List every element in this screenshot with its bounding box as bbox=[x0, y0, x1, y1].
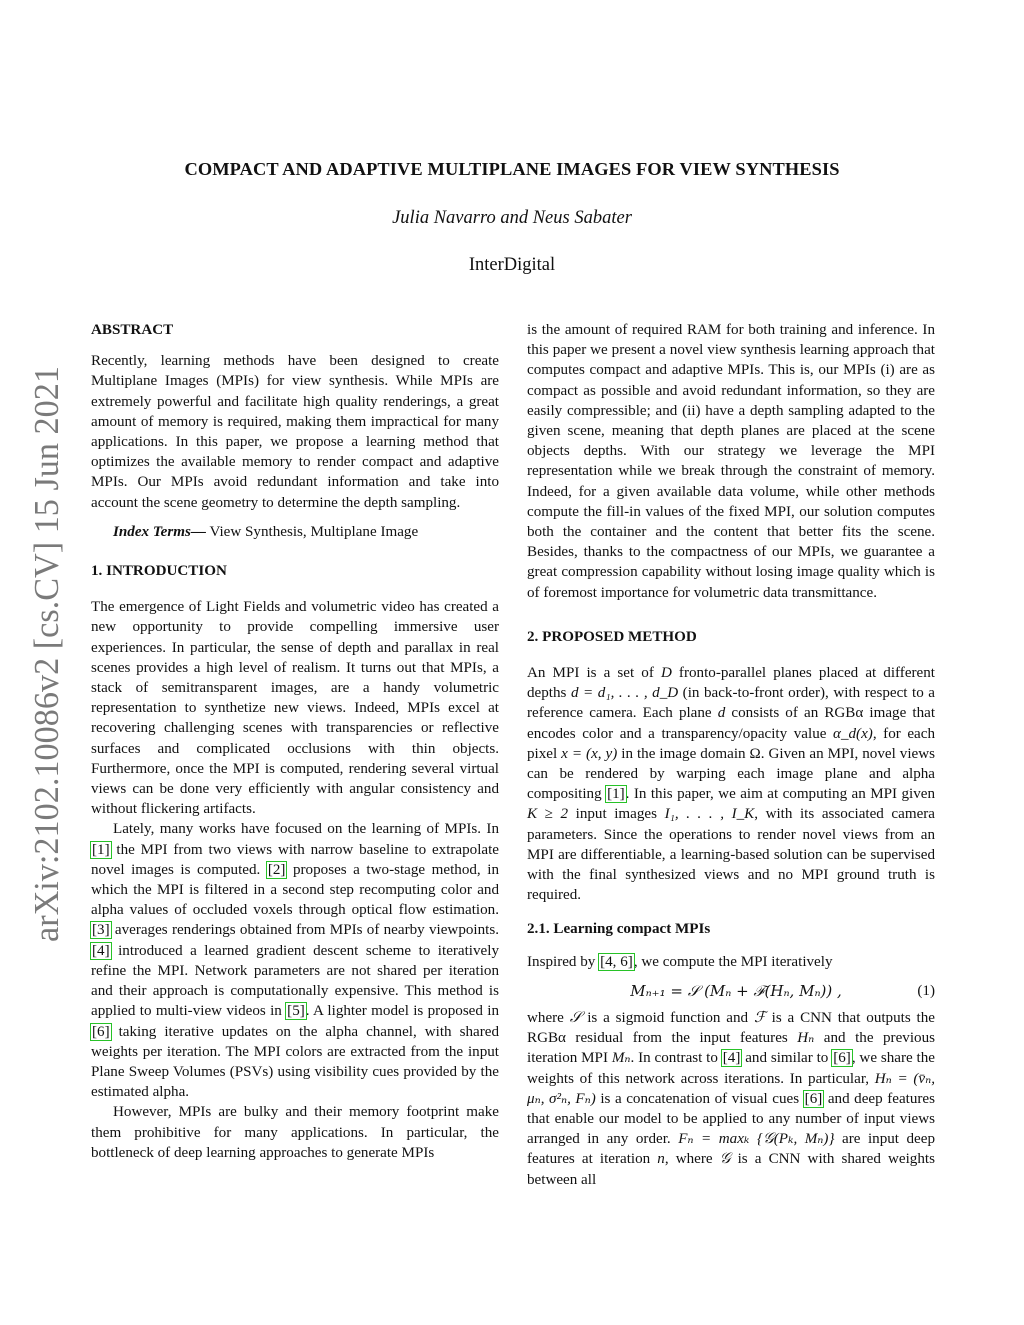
intro-heading: 1. INTRODUCTION bbox=[91, 563, 227, 580]
paper-affiliation: InterDigital bbox=[468, 255, 556, 275]
math: x = (x, y) bbox=[561, 745, 618, 762]
math: α_d(x) bbox=[833, 725, 873, 742]
paper-authors: Julia Navarro and Neus Sabater bbox=[392, 208, 632, 228]
text-run: is a CNN with shared weights between all bbox=[527, 1151, 935, 1188]
text-run: and similar to bbox=[741, 1050, 833, 1067]
math: Mₙ bbox=[611, 1050, 631, 1067]
math: ℱ bbox=[753, 1009, 766, 1026]
arxiv-sidebar bbox=[14, 364, 72, 944]
method-paragraph bbox=[527, 663, 935, 905]
text-run: . In this paper, we aim at computing an MPI given bbox=[625, 786, 936, 803]
text-run: proposes a two-stage method, in which the MPI is filtered in a second step recomputing color and alpha values of occluded voxels through optical flow estimation. bbox=[91, 861, 499, 919]
text-run: (in back-to-front order), with respect to a reference camera. Each plane bbox=[527, 685, 935, 722]
equation-number: (1) bbox=[917, 982, 935, 999]
citation-link[interactable]: [4] bbox=[92, 942, 110, 959]
method-heading: 2. PROPOSED METHOD bbox=[527, 628, 697, 645]
text-run: . In contrast to bbox=[630, 1050, 722, 1067]
equation-explanation bbox=[527, 1008, 935, 1190]
text-run: , we compute the MPI iteratively bbox=[633, 953, 833, 970]
text-run: introduced a learned gradient descent scheme to iteratively refine the MPI. Network parameters are not shared per iteration and their approach is computationally expensive. This method is applied to multi-view videos in bbox=[91, 942, 499, 1020]
citation-link[interactable]: [4] bbox=[722, 1050, 741, 1067]
text-run: is a CNN that outputs the RGBα residual from the input features bbox=[527, 1009, 935, 1047]
math: d bbox=[717, 705, 726, 722]
index-terms-label: Index Terms— bbox=[113, 523, 206, 540]
index-terms-text: View Synthesis, Multiplane Image bbox=[209, 523, 419, 540]
text-run: An MPI is a set of bbox=[527, 665, 661, 682]
citation-link[interactable]: [2] bbox=[267, 861, 286, 878]
citation-link[interactable]: [1] bbox=[92, 841, 110, 858]
intro-paragraph-3: However, MPIs are bulky and their memory footprint make them prohibitive for many applications. In particular, the bottleneck of deep learning approaches to generate MPIs bbox=[91, 1104, 499, 1161]
text-run: where bbox=[527, 1009, 570, 1026]
intro-paragraph-2 bbox=[91, 819, 499, 1102]
text-run: and the previous iteration MPI bbox=[527, 1030, 935, 1067]
text-run: . A lighter model is proposed in bbox=[305, 1003, 499, 1020]
citation-link[interactable]: [6] bbox=[833, 1050, 851, 1067]
text-run: and deep features that enable our model to be applied to any number of input views arranged in any order. bbox=[527, 1090, 935, 1148]
citation-link[interactable]: [5] bbox=[287, 1003, 305, 1020]
text-run: in the image domain Ω. Given an MPI, novel views can be rendered by warping each image plane and alpha compositing bbox=[527, 745, 935, 803]
intro-paragraph-1: The emergence of Light Fields and volumetric video has created a new opportunity to provide compelling immersive user experiences. In particular, the sense of depth and parallax in real scenes provides a high level of realism. It turns out that MPIs, a stack of semitransparent images, are a handy volumetric representation to synthetize new views. Indeed, MPIs excel at recovering challenging scenes with transparencies or reflective surfaces and complicated occlusions with thin objects. Furthermore, once the MPI is computed, rendering several virtual views can be done very efficiently with angular consistency and without flickering artifacts. bbox=[91, 599, 499, 818]
math: D bbox=[660, 665, 672, 682]
math: Hₙ = (v̄ₙ, μₙ, σ²ₙ, Fₙ) bbox=[527, 1070, 935, 1107]
text-run: are input deep features at iteration bbox=[527, 1131, 935, 1168]
math: n bbox=[657, 1151, 665, 1168]
text-run: the MPI from two views with narrow baseline to extrapolate novel images is computed. bbox=[91, 841, 499, 878]
text-run: , for each pixel bbox=[527, 725, 935, 762]
right-column bbox=[527, 320, 935, 1190]
equation-1 bbox=[527, 978, 935, 1004]
subsection-intro bbox=[527, 952, 935, 972]
text-run: Lately, many works have focused on the learning of MPIs. In bbox=[113, 821, 499, 838]
index-terms bbox=[91, 522, 499, 542]
left-column bbox=[91, 320, 499, 1163]
text-run: , with its associated camera parameters. Since the operations to render novel views from an MPI are differentiable, a learning-based solution can be supervised with the final synthesized views and no MPI ground truth is required. bbox=[527, 806, 935, 904]
math: I₁, . . . , I_K bbox=[664, 806, 755, 823]
math: Fₙ = maxₖ {𝒢(Pₖ, Mₙ)} bbox=[678, 1131, 835, 1148]
paper-title: COMPACT AND ADAPTIVE MULTIPLANE IMAGES FOR VIEW SYNTHESIS bbox=[184, 159, 840, 179]
text-run: is a concatenation of visual cues bbox=[595, 1090, 804, 1107]
math: K ≥ 2 bbox=[527, 806, 569, 823]
text-run: fronto-parallel planes placed at different depths bbox=[527, 665, 935, 702]
abstract-text: Recently, learning methods have been designed to create Multiplane Images (MPIs) for view synthesis. While MPIs are extremely powerful and facilitate high quality renderings, a great amount of memory is required, making them impractical for many applications. In this paper, we propose a learning method that optimizes the available memory to render compact and adaptive MPIs. Our MPIs avoid redundant information and take into account the scene geometry to determine the depth sampling. bbox=[91, 353, 499, 511]
citation-link[interactable]: [6] bbox=[804, 1090, 823, 1107]
text-run: consists of an RGBα image that encodes color and a transparency/opacity value bbox=[527, 705, 936, 742]
text-run: Inspired by bbox=[527, 953, 600, 970]
citation-link[interactable]: [6] bbox=[92, 1023, 110, 1040]
arxiv-id-text: arXiv:2102.10086v2 [cs.CV] 15 Jun 2021 bbox=[27, 364, 66, 942]
citation-link[interactable]: [4, 6] bbox=[600, 953, 633, 970]
text-run: taking iterative updates on the alpha channel, with shared weights per iteration. The MPI colors are extracted from the input Plane Sweep Volumes (PSVs) using visibility cues provided by the estimated alpha. bbox=[91, 1023, 499, 1101]
text-run: input images bbox=[568, 806, 665, 823]
subsection-heading: 2.1. Learning compact MPIs bbox=[527, 921, 711, 938]
text-run: , where bbox=[664, 1151, 720, 1168]
citation-link[interactable]: [3] bbox=[92, 922, 110, 939]
text-run: is a sigmoid function and bbox=[581, 1009, 754, 1026]
arxiv-id-vertical bbox=[14, 364, 72, 944]
math: d = d₁, . . . , d_D bbox=[570, 685, 679, 702]
equation-body: Mₙ₊₁ = 𝒮 (Mₙ + ℱ(Hₙ, Mₙ)) , bbox=[630, 981, 842, 1000]
math: Hₙ bbox=[797, 1030, 815, 1047]
text-run: , we share the weights of this network across iterations. In particular, bbox=[527, 1050, 935, 1087]
text-run: averages renderings obtained from MPIs of nearby viewpoints. bbox=[110, 922, 499, 939]
math: 𝒮 bbox=[569, 1009, 582, 1026]
citation-link[interactable]: [1] bbox=[607, 786, 625, 803]
intro-paragraph-4: is the amount of required RAM for both training and inference. In this paper we present a novel view synthesis learning approach that computes compact and adaptive MPIs. This is, our MPIs (i) are as compact as possible and avoid redundant information, so they are easily compressible; and (ii) have a depth sampling adapted to the given scene, meaning that depth planes are placed at the scene objects depths. With our strategy we leverage the MPI representation while we break through the constraint of memory. Indeed, for a given available data volume, while other methods compute the fill-in values of the fixed MPI, our solution computes both the container and the content that better fits the scene. Besides, thanks to the compactness of our MPIs, we guarantee a great compression capability without losing image quality which is of foremost importance for volumetric data transmittance. bbox=[527, 322, 935, 601]
math: 𝒢 bbox=[719, 1151, 731, 1168]
abstract-heading: ABSTRACT bbox=[91, 322, 174, 338]
